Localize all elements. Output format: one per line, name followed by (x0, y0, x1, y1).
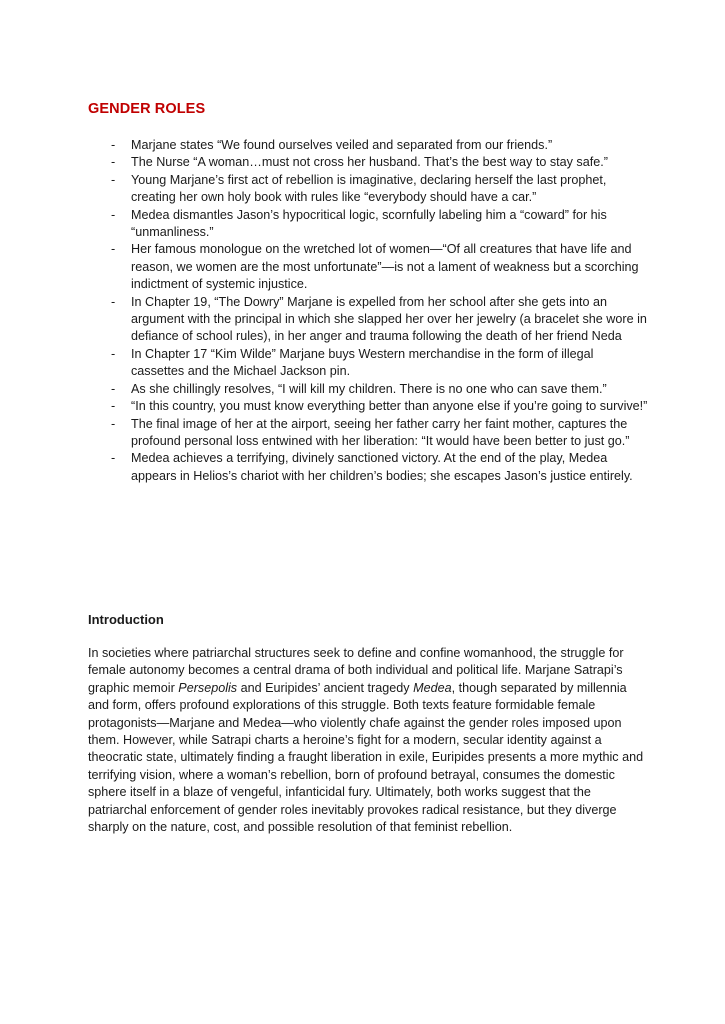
list-item-text: Her famous monologue on the wretched lot of women—“Of all creatures that have life and reason, we women are the most unfortunate”—is not a lament of weakness but a scorching indictment of systemic injustice. (131, 242, 639, 292)
intro-text-part-2: and Euripides’ ancient tragedy (237, 680, 414, 695)
list-item-text: Young Marjane’s first act of rebellion is imaginative, declaring herself the last prophet, creating her own holy book with rules like “everybody should have a car.” (131, 172, 607, 205)
intro-text-part-1: In societies where patriarchal structures seek to define and confine womanhood, the struggle for female autonomy becomes a central drama of both individual and political life. Marjane Satrapi’s graphic memoir (88, 646, 624, 695)
list-item-text: As she chillingly resolves, “I will kill my children. There is no one who can save them.” (131, 381, 607, 396)
introduction-heading: Introduction (88, 612, 164, 627)
gender-roles-list (88, 137, 648, 485)
list-item-text: “In this country, you must know everything better than anyone else if you’re going to survive!” (131, 399, 648, 414)
list-item (88, 450, 648, 485)
bullet-dash: - (111, 155, 116, 170)
list-item (88, 381, 648, 398)
intro-text-part-3: , though separated by millennia and form, offers profound explorations of this struggle. Both texts feature formidable female protagonists—Marjane and Medea—who violently chafe against the gender roles imposed upon them. However, while Satrapi charts a heroine’s fight for a modern, secular identity against a theocratic state, ultimately finding a fraught liberation in exile, Euripides presents a more mythic and terrifying vision, where a woman’s rebellion, born of profound betrayal, consumes the domestic sphere itself in a blaze of vengeful, infanticidal fury. Ultimately, both works suggest that the patriarchal enforcement of gender roles inevitably provokes radical resistance, but they diverge sharply on the nature, cost, and possible resolution of that feminist rebellion. (88, 680, 644, 835)
list-item (88, 241, 648, 293)
list-item (88, 154, 648, 171)
list-item-text: Medea dismantles Jason’s hypocritical logic, scornfully labeling him a “coward” for his “unmanliness.” (131, 207, 607, 240)
intro-title-persepolis: Persepolis (178, 680, 238, 695)
gender-roles-heading: GENDER ROLES (88, 101, 206, 117)
bullet-dash: - (111, 242, 116, 257)
bullet-dash: - (111, 172, 116, 187)
bullet-dash: - (111, 451, 116, 466)
list-item (88, 294, 648, 346)
bullet-dash: - (111, 346, 116, 361)
bullet-dash: - (111, 381, 116, 396)
list-item-text: The final image of her at the airport, seeing her father carry her faint mother, captures the profound personal loss entwined with her liberation: “It would have been better to just go.” (131, 416, 630, 448)
introduction-paragraph (88, 645, 644, 836)
bullet-dash: - (111, 138, 116, 152)
list-item (88, 416, 648, 451)
bullet-dash: - (111, 294, 116, 309)
list-item (88, 137, 648, 154)
list-item (88, 346, 648, 381)
list-item (88, 207, 648, 242)
bullet-dash: - (111, 416, 116, 431)
list-item-text: In Chapter 17 “Kim Wilde” Marjane buys Western merchandise in the form of illegal cassettes and the Michael Jackson pin. (131, 346, 594, 379)
bullet-dash: - (111, 207, 116, 222)
list-item-text: Marjane states “We found ourselves veiled and separated from our friends.” (131, 138, 553, 152)
list-item (88, 398, 648, 415)
list-item-text: The Nurse “A woman…must not cross her husband. That’s the best way to stay safe.” (131, 155, 608, 170)
list-item-text: Medea achieves a terrifying, divinely sanctioned victory. At the end of the play, Medea appears in Helios’s chariot with her children’s bodies; she escapes Jason’s justice entirely. (131, 451, 633, 483)
list-item-text: In Chapter 19, “The Dowry” Marjane is expelled from her school after she gets into an argument with the principal in which she slapped her over her jewelry (a bracelet she wore in defiance of school rules), in her anger and trauma following the death of her friend Neda (131, 294, 647, 344)
list-item (88, 172, 648, 207)
bullet-dash: - (111, 399, 116, 414)
intro-title-medea: Medea (413, 680, 452, 695)
